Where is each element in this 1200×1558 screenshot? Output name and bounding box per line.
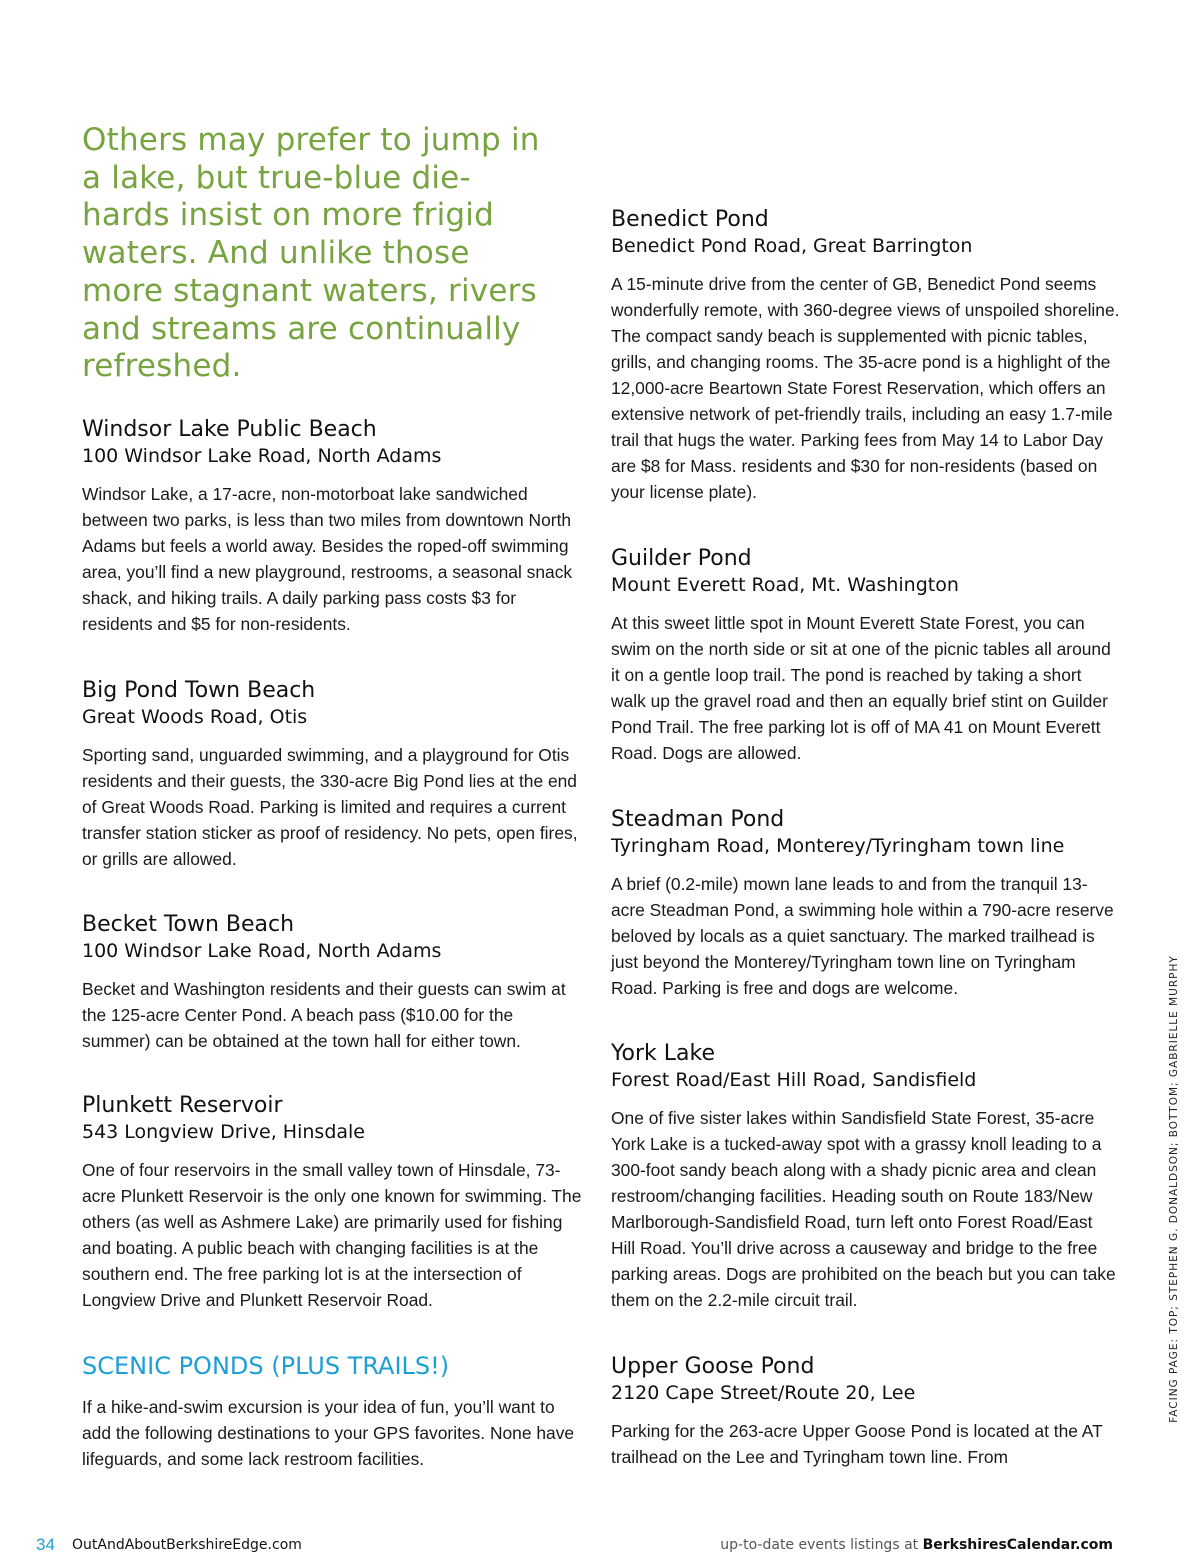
listing-title: Upper Goose Pond <box>611 1354 815 1379</box>
listing-upper-goose-pond <box>611 1354 1121 1470</box>
section-intro: If a hike-and-swim excursion is your idea of fun, you’ll want to add the following destinations to your GPS favorites. None have lifeguards, and some lack restroom facilities. <box>82 1397 575 1469</box>
listing-body: A 15-minute drive from the center of GB, Benedict Pond seems wonderfully remote, with 360-degree views of unspoiled shoreline. The compact sandy beach is supplemented with picnic tables, grills, and changing rooms. The 35-acre pond is a highlight of the 12,000-acre Beartown State Forest Reservation, which offers an extensive network of pet-friendly trails, including an easy 1.7-mile trail that hugs the water. Parking fees from May 14 to Labor Day are $8 for Mass. residents and $30 for non-residents (based on your license plate). <box>611 274 1120 502</box>
listing-benedict-pond <box>611 207 1121 505</box>
listing-body: At this sweet little spot in Mount Everett State Forest, you can swim on the north side or sit at one of the picnic tables all around it on a gentle loop trail. The pond is reached by taking a short walk up the gravel road and then an equally brief stint on Guilder Pond Trail. The free parking lot is off of MA 41 on Mount Everett Road. Dogs are allowed. <box>611 613 1111 763</box>
listing-title: Benedict Pond <box>611 207 769 232</box>
listing-address: 100 Windsor Lake Road, North Adams <box>82 940 442 962</box>
listing-big-pond <box>82 678 582 872</box>
listing-body: Sporting sand, unguarded swimming, and a playground for Otis residents and their guests, the 330-acre Big Pond lies at the end of Great Woods Road. Parking is limited and requires a current transfer station sticker as proof of residency. No pets, open fires, or grills are allowed. <box>82 745 578 869</box>
listing-title: Plunkett Reservoir <box>82 1093 283 1118</box>
listing-body: Parking for the 263-acre Upper Goose Pond is located at the AT trailhead on the Lee and Tyringham town line. From <box>611 1421 1103 1467</box>
listing-title: York Lake <box>611 1041 715 1066</box>
listing-body: A brief (0.2-mile) mown lane leads to and from the tranquil 13-acre Steadman Pond, a swimming hole within a 790-acre reserve beloved by locals as a quiet sanctuary. The marked trailhead is just beyond the Monterey/Tyringham town line on Tyringham Road. Parking is free and dogs are welcome. <box>611 874 1114 998</box>
listing-title: Windsor Lake Public Beach <box>82 417 377 442</box>
listing-address: 100 Windsor Lake Road, North Adams <box>82 445 442 467</box>
listing-york-lake <box>611 1041 1121 1313</box>
listing-guilder-pond <box>611 546 1121 766</box>
listing-address: 543 Longview Drive, Hinsdale <box>82 1121 365 1143</box>
listing-steadman-pond <box>611 807 1121 1001</box>
listing-windsor-lake <box>82 417 582 637</box>
listing-body: One of five sister lakes within Sandisfield State Forest, 35-acre York Lake is a tucked-away spot with a grassy knoll leading to a 300-foot sandy beach along with a shady picnic area and clean restroom/changing facilities. Heading south on Route 183/New Marlborough-Sandisfield Road, turn left onto Forest Road/East Hill Road. You’ll drive across a causeway and bridge to the free parking areas. Dogs are prohibited on the beach but you can take them on the 2.2-mile circuit trail. <box>611 1108 1116 1310</box>
listing-body: Windsor Lake, a 17-acre, non-motorboat lake sandwiched between two parks, is less than two miles from downtown North Adams but feels a world away. Besides the roped-off swimming area, you’ll find a new playground, restrooms, a seasonal snack shack, and hiking trails. A daily parking pass costs $3 for residents and $5 for non-residents. <box>82 484 573 634</box>
page-number: 34 <box>36 1535 55 1554</box>
footer-site[interactable]: OutAndAboutBerkshireEdge.com <box>72 1537 302 1553</box>
pull-quote: Others may prefer to jump in a lake, but true-blue die-hards insist on more frigid waters. And unlike those more stagnant waters, rivers and streams are continually refreshed. <box>82 122 540 385</box>
listing-body: One of four reservoirs in the small valley town of Hinsdale, 73-acre Plunkett Reservoir is the only one known for swimming. The others (as well as Ashmere Lake) are primarily used for fishing and boating. A public beach with changing facilities is at the southern end. The free parking lot is at the intersection of Longview Drive and Plunkett Reservoir Road. <box>82 1160 582 1310</box>
listing-address: Tyringham Road, Monterey/Tyringham town line <box>611 835 1065 857</box>
listing-title: Guilder Pond <box>611 546 752 571</box>
footer-events-site[interactable]: BerkshiresCalendar.com <box>922 1537 1113 1553</box>
listing-address: Benedict Pond Road, Great Barrington <box>611 235 973 257</box>
listing-address: Mount Everett Road, Mt. Washington <box>611 574 959 596</box>
footer-events <box>720 1535 1113 1555</box>
section-heading: SCENIC PONDS (PLUS TRAILS!) <box>82 1352 450 1380</box>
footer-events-prefix: up-to-date events listings at <box>720 1537 919 1553</box>
listing-address: 2120 Cape Street/Route 20, Lee <box>611 1382 916 1404</box>
photo-credit-text: FACING PAGE: TOP; STEPHEN G. DONALDSON; BOTTOM; GABRIELLE MURPHY <box>1168 955 1180 1423</box>
listing-address: Great Woods Road, Otis <box>82 706 308 728</box>
listing-becket-town-beach <box>82 912 582 1054</box>
listing-body: Becket and Washington residents and their guests can swim at the 125-acre Center Pond. A beach pass ($10.00 for the summer) can be obtained at the town hall for either town. <box>82 979 566 1051</box>
listing-title: Becket Town Beach <box>82 912 295 937</box>
listing-title: Steadman Pond <box>611 807 785 832</box>
listing-plunkett-reservoir <box>82 1093 582 1313</box>
listing-address: Forest Road/East Hill Road, Sandisfield <box>611 1069 977 1091</box>
listing-title: Big Pond Town Beach <box>82 678 316 703</box>
